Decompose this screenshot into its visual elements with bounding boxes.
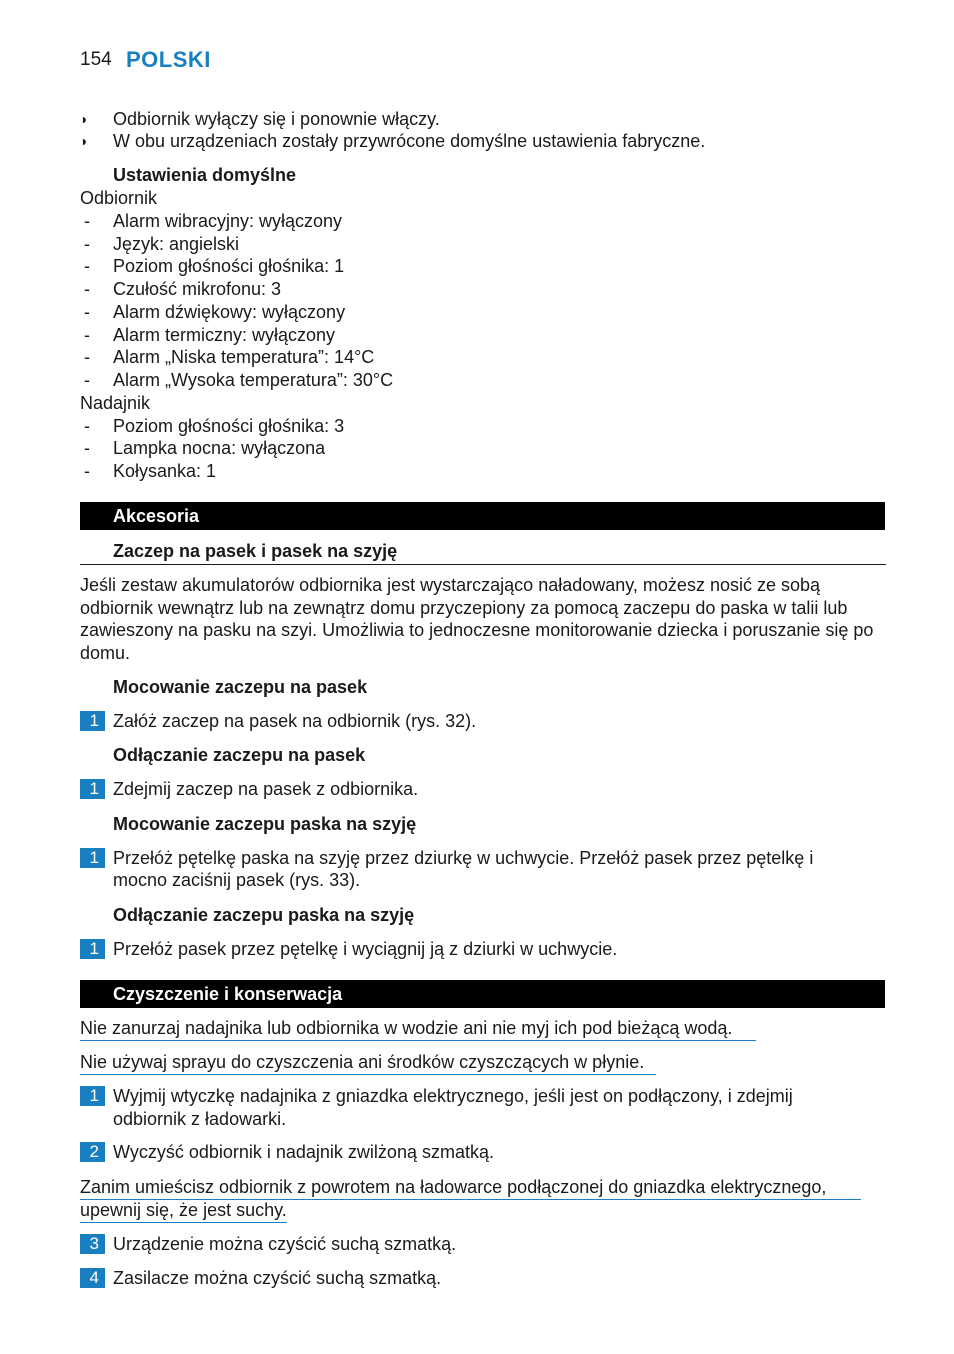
receiver-item: Alarm wibracyjny: wyłączony xyxy=(113,211,343,231)
warning-text: Nie używaj sprayu do czyszczenia ani środków czyszczących w płynie. xyxy=(80,1052,645,1072)
step-heading: Mocowanie zaczepu paska na szyję xyxy=(113,814,417,834)
step-text: mocno zaciśnij pasek (rys. 33). xyxy=(113,870,361,890)
paragraph-line: odbiornik wewnątrz lub na zewnątrz domu przyczepiony za pomocą zaczepu do paska w talii lub xyxy=(80,598,848,618)
step-number: 1 xyxy=(80,779,105,799)
defaults-heading: Ustawienia domyślne xyxy=(113,165,297,185)
transmitter-item: Lampka nocna: wyłączona xyxy=(113,438,326,458)
transmitter-label: Nadajnik xyxy=(80,393,151,413)
receiver-item: Język: angielski xyxy=(113,234,240,254)
page-number: 154 xyxy=(80,49,112,70)
step-heading: Odłączanie zaczepu paska na szyję xyxy=(113,905,415,925)
dash-marker: - xyxy=(84,347,90,367)
section-bar-cleaning xyxy=(80,980,885,1008)
divider xyxy=(80,564,886,565)
dash-marker: - xyxy=(84,370,90,390)
paragraph-line: Jeśli zestaw akumulatorów odbiornika jest wystarczająco naładowany, możesz nosić ze sobą xyxy=(80,575,821,595)
paragraph-line: domu. xyxy=(80,643,131,663)
bullet-icon: ◗ xyxy=(80,133,89,149)
warning-text: Nie zanurzaj nadajnika lub odbiornika w wodzie ani nie myj ich pod bieżącą wodą. xyxy=(80,1018,733,1038)
dash-marker: - xyxy=(84,302,90,322)
step-number: 4 xyxy=(80,1268,105,1288)
receiver-item: Alarm „Niska temperatura”: 14°C xyxy=(113,347,375,367)
step-number: 3 xyxy=(80,1234,105,1254)
step-number: 1 xyxy=(80,711,105,731)
dash-marker: - xyxy=(84,211,90,231)
step-number: 1 xyxy=(80,1086,105,1106)
dash-marker: - xyxy=(84,256,90,276)
language-title: POLSKI xyxy=(126,47,211,72)
receiver-item: Alarm termiczny: wyłączony xyxy=(113,325,336,345)
receiver-item: Alarm dźwiękowy: wyłączony xyxy=(113,302,346,322)
dash-marker: - xyxy=(84,234,90,254)
receiver-item: Czułość mikrofonu: 3 xyxy=(113,279,282,299)
step-text: Urządzenie można czyścić suchą szmatką. xyxy=(113,1234,457,1254)
step-number: 1 xyxy=(80,848,105,868)
subsection-heading: Zaczep na pasek i pasek na szyję xyxy=(113,541,398,561)
section-bar-accessories xyxy=(80,502,885,530)
warning-text: upewnij się, że jest suchy. xyxy=(80,1200,287,1220)
section-title: Akcesoria xyxy=(113,506,200,526)
paragraph-line: zawieszony na pasku na szyi. Umożliwia to jednoczesne monitorowanie dziecka i poruszanie się po xyxy=(80,620,874,640)
step-text: Przełóż pasek przez pętelkę i wyciągnij ją z dziurki w uchwycie. xyxy=(113,939,618,959)
step-text: Wyczyść odbiornik i nadajnik zwilżoną szmatką. xyxy=(113,1142,494,1162)
warning-underline xyxy=(80,1074,656,1075)
receiver-label: Odbiornik xyxy=(80,188,158,208)
step-text: Zasilacze można czyścić suchą szmatką. xyxy=(113,1268,442,1288)
step-text: Wyjmij wtyczkę nadajnika z gniazdka elektrycznego, jeśli jest on podłączony, i zdejmij xyxy=(113,1086,793,1106)
section-title: Czyszczenie i konserwacja xyxy=(113,984,343,1004)
transmitter-item: Kołysanka: 1 xyxy=(113,461,217,481)
receiver-item: Alarm „Wysoka temperatura”: 30°C xyxy=(113,370,394,390)
step-text: Przełóż pętelkę paska na szyję przez dziurkę w uchwycie. Przełóż pasek przez pętelkę i xyxy=(113,848,814,868)
dash-marker: - xyxy=(84,461,90,481)
dash-marker: - xyxy=(84,325,90,345)
step-heading: Odłączanie zaczepu na pasek xyxy=(113,745,366,765)
warning-underline xyxy=(80,1222,287,1223)
step-heading: Mocowanie zaczepu na pasek xyxy=(113,677,368,697)
warning-underline xyxy=(80,1040,756,1041)
transmitter-item: Poziom głośności głośnika: 3 xyxy=(113,416,345,436)
warning-text: Zanim umieścisz odbiornik z powrotem na ładowarce podłączonej do gniazdka elektrycznego, xyxy=(80,1177,827,1197)
receiver-item: Poziom głośności głośnika: 1 xyxy=(113,256,345,276)
dash-marker: - xyxy=(84,279,90,299)
bullet-icon: ◗ xyxy=(80,111,89,127)
step-number: 1 xyxy=(80,939,105,959)
dash-marker: - xyxy=(84,416,90,436)
intro-bullet: Odbiornik wyłączy się i ponownie włączy. xyxy=(113,109,440,129)
step-text: Zdejmij zaczep na pasek z odbiornika. xyxy=(113,779,419,799)
step-text: odbiornik z ładowarki. xyxy=(113,1109,287,1129)
dash-marker: - xyxy=(84,438,90,458)
intro-bullet: W obu urządzeniach zostały przywrócone domyślne ustawienia fabryczne. xyxy=(113,131,706,151)
step-text: Załóż zaczep na pasek na odbiornik (rys. 32). xyxy=(113,711,477,731)
step-number: 2 xyxy=(80,1142,105,1162)
